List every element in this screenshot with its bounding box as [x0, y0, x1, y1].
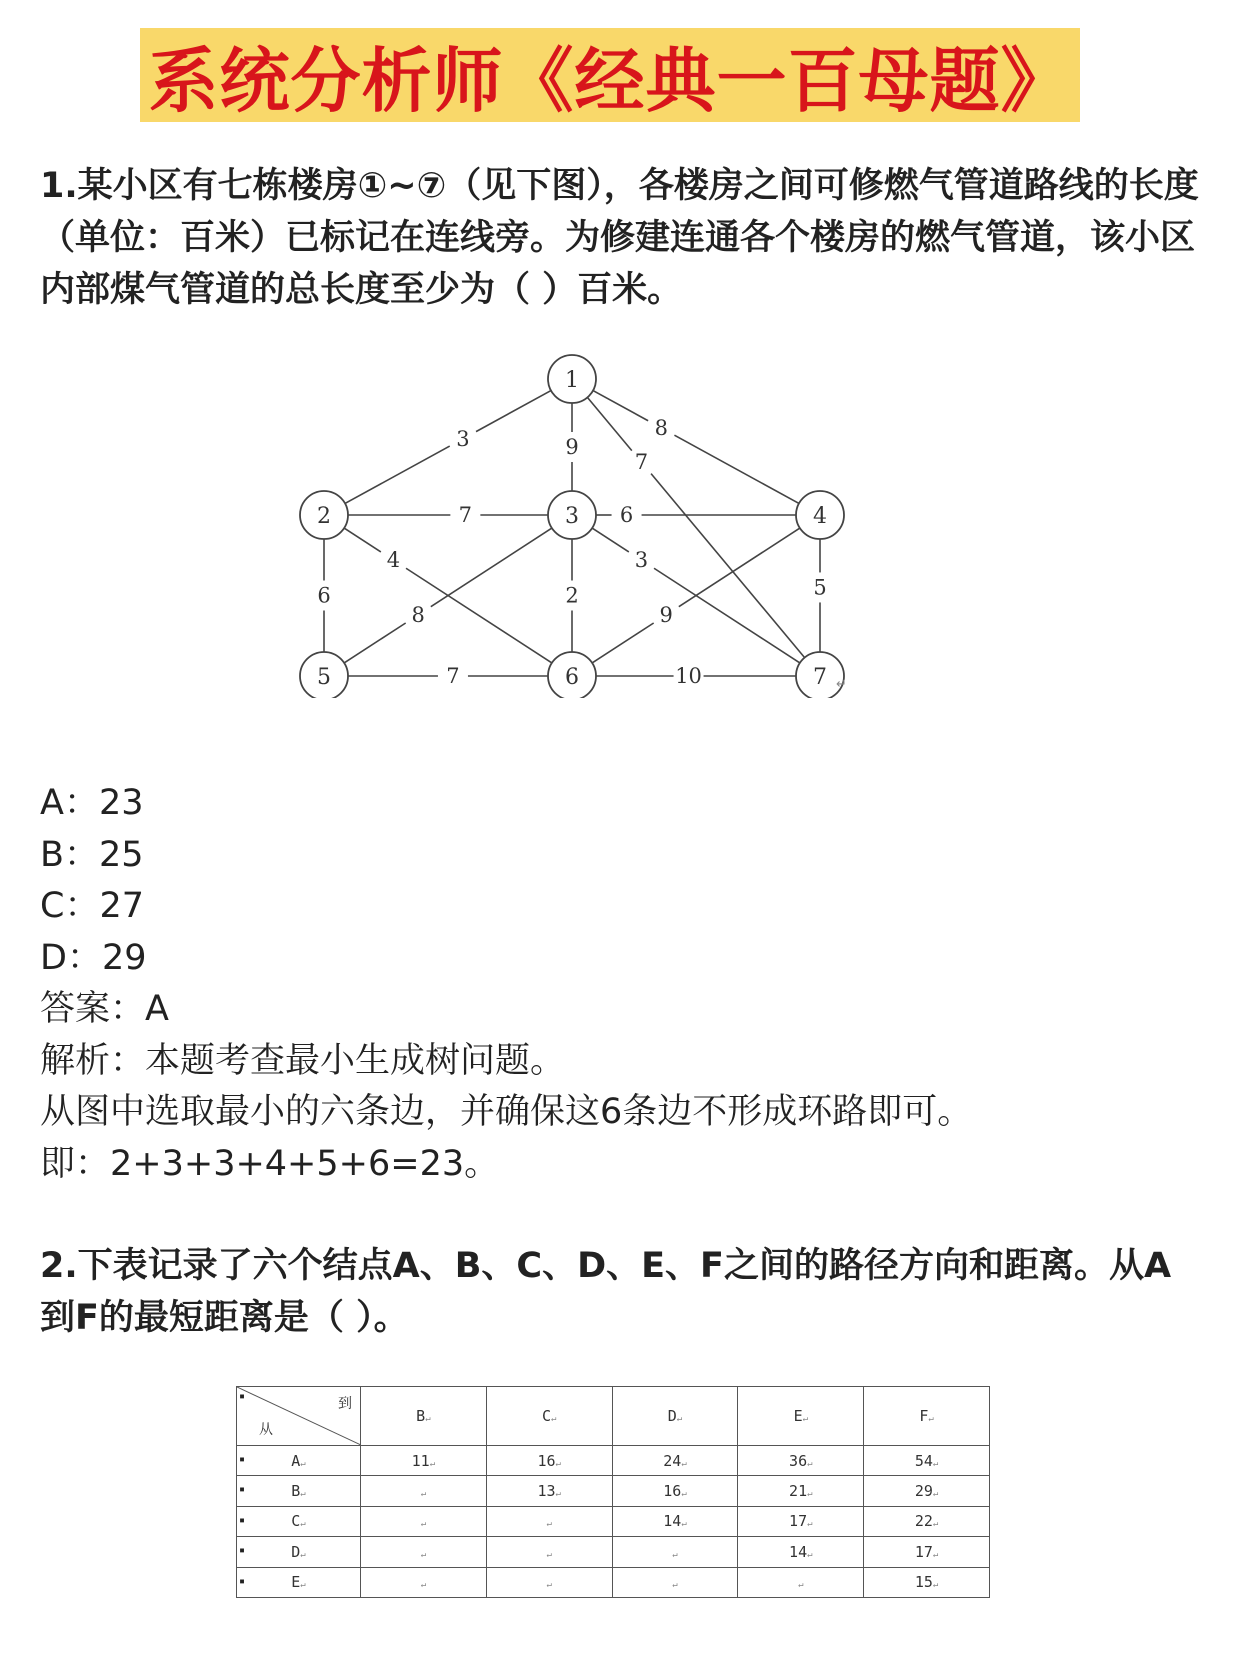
table-cell: ↵: [612, 1567, 738, 1597]
edge-weight-label: 7: [446, 664, 460, 688]
graph-edge-3-5: [431, 528, 552, 607]
return-mark-icon: ↵: [836, 677, 847, 692]
table-cell: 29↵: [864, 1476, 990, 1506]
graph-edge-4-6: [592, 623, 654, 663]
edge-weight-label: 3: [456, 426, 470, 451]
edge-weight-label: 8: [654, 415, 668, 440]
row-header: ▪ E↵: [237, 1567, 361, 1597]
graph-node-label: 7: [813, 665, 827, 690]
table-cell: ↵: [361, 1506, 487, 1536]
edge-weight-label: 8: [411, 602, 425, 627]
edge-weight-label: 5: [813, 575, 827, 600]
graph-edge-1-4: [674, 435, 799, 503]
analysis: 解析：本题考查最小生成树问题。: [40, 1040, 566, 1081]
table-corner-cell: [237, 1387, 361, 1446]
row-header: ▪ C↵: [237, 1506, 361, 1536]
table-cell: ↵: [486, 1537, 612, 1567]
option-d: D：29: [40, 937, 147, 978]
table-cell: ↵: [486, 1567, 612, 1597]
row-header: ▪ A↵: [237, 1446, 361, 1476]
table-cell: ↵: [486, 1506, 612, 1536]
graph-edge-1-2: [345, 446, 450, 503]
table-cell: 14↵: [738, 1537, 864, 1567]
graph-edge-4-6: [679, 528, 800, 607]
table-cell: 17↵: [738, 1506, 864, 1536]
table-header-row: [237, 1387, 990, 1446]
table-cell: 21↵: [738, 1476, 864, 1506]
graph-node-label: 1: [565, 368, 579, 393]
option-c: C：27: [40, 886, 144, 926]
table-row: [237, 1537, 990, 1567]
edge-weight-label: 7: [458, 503, 473, 527]
graph-edge-1-7: [651, 474, 805, 658]
column-header: D↵: [612, 1387, 738, 1446]
table-cell: ↵: [738, 1567, 864, 1597]
edge-weight-label: 7: [634, 450, 649, 475]
table-cell: ↵: [361, 1537, 487, 1567]
table-cell: 13↵: [486, 1476, 612, 1506]
edge-weight-label: 3: [634, 548, 649, 573]
edge-weight-label: 6: [317, 583, 331, 608]
option-a: A：23: [40, 783, 144, 823]
title-banner: [140, 28, 1080, 122]
edge-weight-label: 9: [565, 435, 579, 459]
edge-weight-label: 4: [386, 548, 401, 573]
graph-edge-3-5: [344, 623, 406, 663]
graph-node-label: 5: [317, 665, 331, 690]
table-row: [237, 1506, 990, 1536]
table-cell: 22↵: [864, 1506, 990, 1536]
edge-weight-label: 9: [659, 602, 673, 627]
formula: 即：2+3+3+4+5+6=23。: [40, 1143, 500, 1184]
table-cell: ↵: [361, 1476, 487, 1506]
row-header: ▪ B↵: [237, 1476, 361, 1506]
question-1-answers: [40, 778, 1200, 1190]
row-header: ▪ D↵: [237, 1537, 361, 1567]
distance-table-wrapper: [236, 1386, 990, 1598]
column-header: E↵: [738, 1387, 864, 1446]
distance-table: [236, 1386, 990, 1598]
answer: 答案：A: [40, 989, 169, 1029]
graph-node-label: 2: [317, 504, 331, 529]
option-b: B：25: [40, 834, 144, 875]
graph-node-label: 6: [565, 665, 579, 690]
column-header: C↵: [486, 1387, 612, 1446]
graph-edge-1-7: [587, 397, 631, 450]
question-1-text: 1.某小区有七栋楼房①~⑦（见下图），各楼房之间可修燃气管道路线的长度（单位：百米）已标记在连线旁。为修建连通各个楼房的燃气管道，该小区内部煤气管道的总长度至少为（ ）百米。: [40, 166, 1199, 310]
explanation: 从图中选取最小的六条边，并确保这6条边不形成环路即可。: [40, 1092, 973, 1132]
graph-edge-1-4: [593, 391, 648, 421]
table-row: [237, 1476, 990, 1506]
table-row: [237, 1446, 990, 1476]
table-cell: 54↵: [864, 1446, 990, 1476]
graph-node-label: 3: [565, 504, 579, 529]
row-bullet: ▪: [239, 1391, 246, 1402]
corner-from-label: 从: [259, 1422, 273, 1438]
corner-to-label: 到: [338, 1396, 352, 1412]
table-cell: 15↵: [864, 1567, 990, 1597]
graph-node-label: 4: [813, 504, 827, 529]
graph-edge-3-7: [654, 568, 800, 663]
table-cell: ↵: [612, 1537, 738, 1567]
table-cell: 16↵: [612, 1476, 738, 1506]
table-cell: ↵: [361, 1567, 487, 1597]
table-cell: 16↵: [486, 1446, 612, 1476]
graph-edge-2-6: [344, 528, 381, 552]
table-cell: 24↵: [612, 1446, 738, 1476]
table-cell: 14↵: [612, 1506, 738, 1536]
edge-weight-label: 6: [619, 503, 634, 527]
graph-edge-3-7: [592, 528, 629, 552]
edge-weight-label: 10: [675, 664, 702, 688]
table-cell: 36↵: [738, 1446, 864, 1476]
page-title: 系统分析师《经典一百母题》: [148, 39, 1072, 122]
building-graph: [280, 352, 860, 698]
table-row: [237, 1567, 990, 1597]
table-cell: 17↵: [864, 1537, 990, 1567]
column-header: B↵: [361, 1387, 487, 1446]
graph-edge-1-2: [476, 391, 551, 432]
question-2-text: 2.下表记录了六个结点A、B、C、D、E、F之间的路径方向和距离。从A到F的最短距离是（ ）。: [40, 1246, 1172, 1338]
table-cell: 11↵: [361, 1446, 487, 1476]
column-header: F↵: [864, 1387, 990, 1446]
graph-edge-2-6: [406, 568, 552, 663]
edge-weight-label: 2: [565, 583, 579, 608]
